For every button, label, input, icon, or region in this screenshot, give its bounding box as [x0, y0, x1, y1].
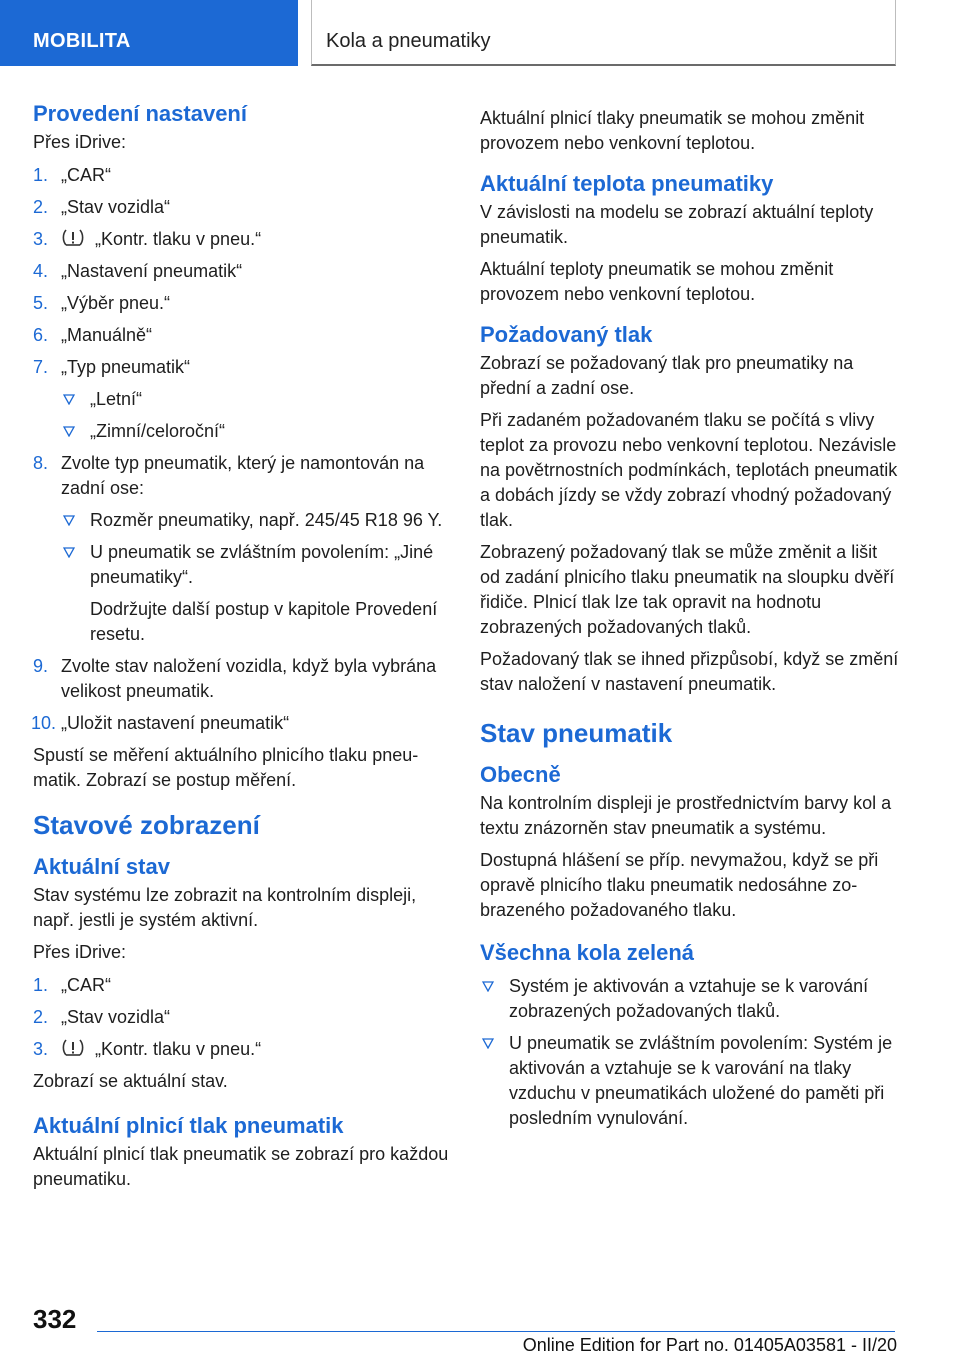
- step-text: „CAR“: [61, 165, 111, 185]
- page-number: 332: [33, 1304, 77, 1334]
- list-item: [33, 451, 451, 647]
- step-number: 7.: [33, 357, 49, 377]
- list-item: [61, 508, 451, 533]
- bullet-note: Dodržujte další postup v kapitole Provedení resetu.: [90, 599, 438, 644]
- list-item: [33, 973, 451, 998]
- heading-target-pressure: Požadovaný tlak: [480, 322, 653, 347]
- heading-current-temp: Aktuální teplota pneumatiky: [480, 171, 774, 196]
- via-idrive-label: Přes iDrive:: [33, 132, 127, 152]
- step-number: 8.: [33, 453, 49, 473]
- list-item: [61, 419, 451, 444]
- chapter-title: Kola a pneumatiky: [326, 30, 491, 52]
- section-tab: [0, 0, 298, 66]
- list-item: [61, 540, 451, 647]
- heading-general: Obecně: [480, 762, 561, 787]
- step-number: 2.: [33, 1007, 49, 1027]
- heading-status-display: Stavové zobrazení: [33, 810, 260, 840]
- triangle-bullet-icon: [482, 1038, 494, 1049]
- bullet-text: U pneumatik se zvláštním povolením: Systém je aktivován a vztahuje se k varování na tlaky vzduchu v pneumatikách uložené do paměti při posledním vynulování.: [509, 1033, 893, 1128]
- heading-setup: Provedení nastavení: [33, 101, 247, 126]
- list-item: [33, 227, 451, 252]
- step-text: „Kontr. tlaku v pneu.“: [95, 229, 262, 249]
- step-number: 10.: [31, 713, 57, 733]
- step-number: 5.: [33, 293, 49, 313]
- step-text: „Uložit nastavení pneumatik“: [61, 713, 290, 733]
- current-state-text: Stav systému lze zobrazit na kontrolním displeji, např. jestli je systém aktivní.: [33, 885, 417, 930]
- list-item: [480, 974, 900, 1024]
- current-pressure-text: Aktuální plnicí tlak pneumatik se zobrazí pro každou pneumatiku.: [33, 1144, 449, 1189]
- step-number: 1.: [33, 165, 49, 185]
- triangle-bullet-icon: [63, 426, 75, 437]
- list-item: [33, 1005, 451, 1030]
- general-text: Dostupná hlášení se příp. nevymažou, když se při opravě plnicího tlaku pneumatik nedosáhne zobrazeného požadovaného tlaku.: [480, 850, 879, 920]
- list-item: [33, 195, 451, 220]
- step-number: 6.: [33, 325, 49, 345]
- list-item: [33, 654, 451, 704]
- target-text: Zobrazený požadovaný tlak se může změnit a lišit od zadání plnicího tlaku pneumatik na sloupku dvěří řidiče. Plnicí tlak lze tak opravit na hodnotu zobrazených požadovaných tlaků.: [480, 542, 895, 637]
- tire-pressure-warning-icon: [61, 228, 85, 248]
- step-number: 3.: [33, 1039, 49, 1059]
- list-item: [33, 163, 451, 188]
- bullet-text: „Zimní/celoroční“: [90, 421, 226, 441]
- target-text: Požadovaný tlak se ihned přizpůsobí, když se změní stav naložení v nastavení pneumatik.: [480, 649, 899, 694]
- heading-current-pressure: Aktuální plnicí tlak pneumatik: [33, 1113, 344, 1138]
- step-text: „Stav vozidla“: [61, 1007, 171, 1027]
- temp-text: Aktuální teploty pneumatik se mohou změnit provozem nebo venkovní teplotou.: [480, 259, 834, 304]
- step-text: „CAR“: [61, 975, 111, 995]
- right-column: [480, 106, 900, 1138]
- triangle-bullet-icon: [482, 981, 494, 992]
- triangle-bullet-icon: [63, 547, 75, 558]
- list-item: [33, 291, 451, 316]
- list-item: [33, 323, 451, 348]
- left-column: [33, 100, 451, 1199]
- step-number: 9.: [33, 656, 49, 676]
- target-text: Zobrazí se požadovaný tlak pro pneumatiky na přední a zadní ose.: [480, 353, 854, 398]
- target-text: Při zadaném požadovaném tlaku se počítá s vlivy teplot za provozu nebo venkovní teplotou. Nezávisle na povětrnostních podmínkách, teplotách pneumatik a dobách jízdy se vždy zobrazí vhodný požadovaný tlak.: [480, 410, 898, 530]
- step-text: „Stav vozidla“: [61, 197, 171, 217]
- step-text: „Manuálně“: [61, 325, 153, 345]
- triangle-bullet-icon: [63, 394, 75, 405]
- step-number: 3.: [33, 229, 49, 249]
- setup-steps: [33, 163, 451, 736]
- general-text: Na kontrolním displeji je prostřednictvím barvy kol a textu znázorněn stav pneumatik a systému.: [480, 793, 892, 838]
- step-text: „Kontr. tlaku v pneu.“: [95, 1039, 262, 1059]
- edition-text: Online Edition for Part no. 01405A03581 - II/20: [522, 1335, 897, 1355]
- step-text: Zvolte typ pneumatik, který je namontován na zadní ose:: [61, 453, 425, 498]
- footer-divider: [97, 1331, 895, 1332]
- section-title: MOBILITA: [33, 30, 131, 52]
- step-number: 4.: [33, 261, 49, 281]
- bullet-text: Systém je aktivován a vztahuje se k varování zobrazených požadovaných tlaků.: [509, 976, 869, 1021]
- list-item: [33, 1037, 451, 1062]
- heading-tire-status: Stav pneumatik: [480, 718, 673, 748]
- bullet-text: „Letní“: [90, 389, 143, 409]
- triangle-bullet-icon: [63, 515, 75, 526]
- bullet-text: Rozměr pneumatiky, např. 245/45 R18 96 Y.: [90, 510, 443, 530]
- heading-current-state: Aktuální stav: [33, 854, 170, 879]
- green-bullets: [480, 974, 900, 1131]
- heading-all-green: Všechna kola zelená: [480, 940, 694, 965]
- step-text: „Typ pneumatik“: [61, 357, 191, 377]
- list-item: [61, 387, 451, 412]
- chapter-tab: [311, 0, 896, 66]
- step7-options: [61, 387, 451, 444]
- after-steps-text: Spustí se měření aktuálního plnicího tlaku pneumatik. Zobrazí se postup měření.: [33, 745, 419, 790]
- step-number: 2.: [33, 197, 49, 217]
- pressure-change-text: Aktuální plnicí tlaky pneumatik se mohou změnit provozem nebo venkovní teplotou.: [480, 108, 865, 153]
- step-number: 1.: [33, 975, 49, 995]
- list-item: [33, 355, 451, 444]
- step8-options: [61, 508, 451, 647]
- tire-pressure-warning-icon: [61, 1038, 85, 1058]
- state-steps: [33, 973, 451, 1062]
- step-text: „Výběr pneu.“: [61, 293, 171, 313]
- temp-text: V závislosti na modelu se zobrazí aktuální teploty pneumatik.: [480, 202, 874, 247]
- state-shown-text: Zobrazí se aktuální stav.: [33, 1071, 228, 1091]
- step-text: Zvolte stav naložení vozidla, když byla vybrána velikost pneumatik.: [61, 656, 437, 701]
- page-header: [0, 0, 960, 66]
- list-item: [480, 1031, 900, 1131]
- page-footer: [0, 1290, 960, 1362]
- list-item: [33, 259, 451, 284]
- step-text: „Nastavení pneumatik“: [61, 261, 243, 281]
- list-item: [33, 711, 451, 736]
- bullet-text: U pneumatik se zvláštním povolením: „Jiné pneumatiky“.: [90, 542, 434, 587]
- via-idrive-label: Přes iDrive:: [33, 942, 127, 962]
